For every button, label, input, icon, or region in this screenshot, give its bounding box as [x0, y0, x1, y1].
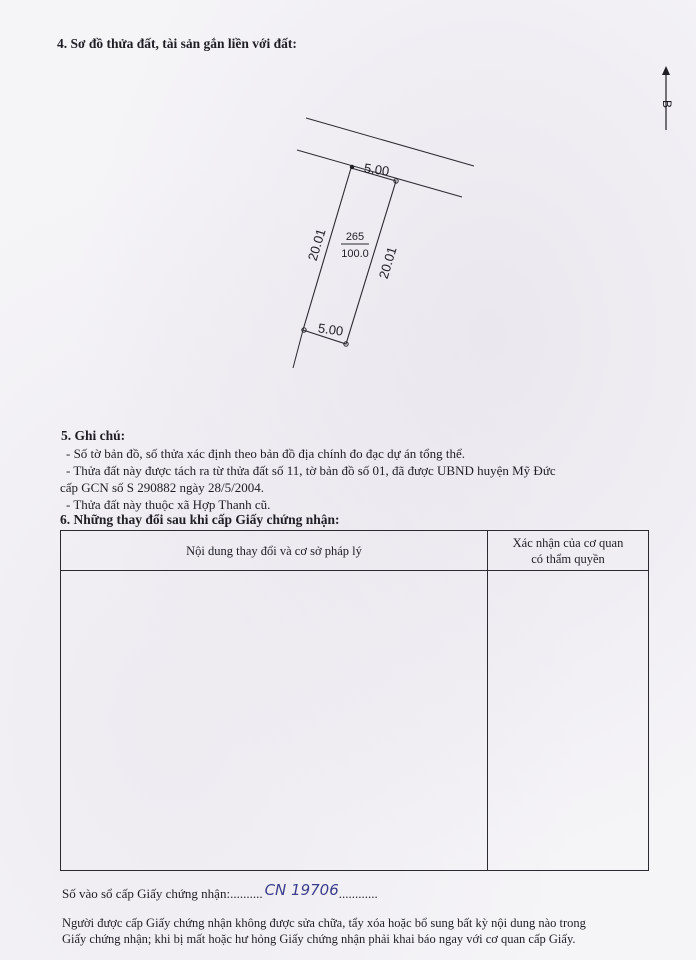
- north-arrow-icon: [659, 66, 673, 132]
- section-5-heading: 5. Ghi chú:: [61, 428, 126, 443]
- registration-dots-after: ............: [338, 886, 378, 901]
- footnote-line-1: Người được cấp Giấy chứng nhận không được sửa chữa, tẩy xóa hoặc bổ sung bất kỳ nội dung nào trong: [62, 916, 586, 930]
- note-item: - Thửa đất này được tách ra từ thửa đất số 11, tờ bản đồ số 01, đã được UBND huyện Mỹ Đức: [66, 463, 556, 478]
- registration-label: Số vào sổ cấp Giấy chứng nhận:: [62, 886, 231, 901]
- table-cell-content: [61, 571, 488, 871]
- parcel-extension-line: [293, 330, 303, 368]
- section-6-heading: 6. Những thay đổi sau khi cấp Giấy chứng nhận:: [60, 512, 340, 527]
- registration-number: CN 19706: [264, 881, 339, 899]
- right-edge-label: 20.01: [375, 244, 400, 281]
- table-row: [61, 571, 649, 871]
- column-header-authority-line1: Xác nhận của cơ quan: [512, 535, 624, 550]
- column-header-content: Nội dung thay đổi và cơ sở pháp lý: [61, 531, 488, 571]
- note-item: - Thửa đất này thuộc xã Hợp Thanh cũ.: [66, 497, 271, 512]
- notes-list: [60, 445, 656, 513]
- top-edge-label: 5.00: [363, 160, 391, 179]
- note-item: cấp GCN số S 290882 ngày 28/5/2004.: [60, 480, 265, 495]
- column-header-authority-line2: có thẩm quyền: [531, 551, 605, 566]
- parcel-number: 265: [345, 231, 365, 243]
- bottom-edge-label: 5.00: [317, 320, 345, 339]
- plot-diagram: [0, 0, 696, 420]
- road-line-upper: [306, 118, 474, 166]
- footnote-line-2: Giấy chứng nhận; khi bị mất hoặc hư hỏng Giấy chứng nhận phải khai báo ngay với cơ quan cấp Giấy.: [62, 932, 576, 946]
- section-4-heading: 4. Sơ đồ thửa đất, tài sản gắn liền với đất:: [57, 36, 297, 51]
- registration-line: [62, 881, 378, 902]
- registration-dots-before: ..........: [230, 886, 263, 901]
- changes-table: [60, 530, 649, 871]
- footnote: [62, 915, 662, 947]
- corner-marker: [350, 165, 354, 169]
- note-item: - Số tờ bản đồ, số thửa xác định theo bản đồ địa chính đo đạc dự án tổng thể.: [66, 446, 465, 461]
- north-label: B: [659, 99, 674, 109]
- north-arrow: [659, 66, 673, 132]
- parcel-area: 100.0: [341, 248, 369, 260]
- column-header-authority: [488, 531, 649, 571]
- table-header-row: [61, 531, 649, 571]
- table-cell-authority: [488, 571, 649, 871]
- left-edge-label: 20.01: [304, 226, 329, 263]
